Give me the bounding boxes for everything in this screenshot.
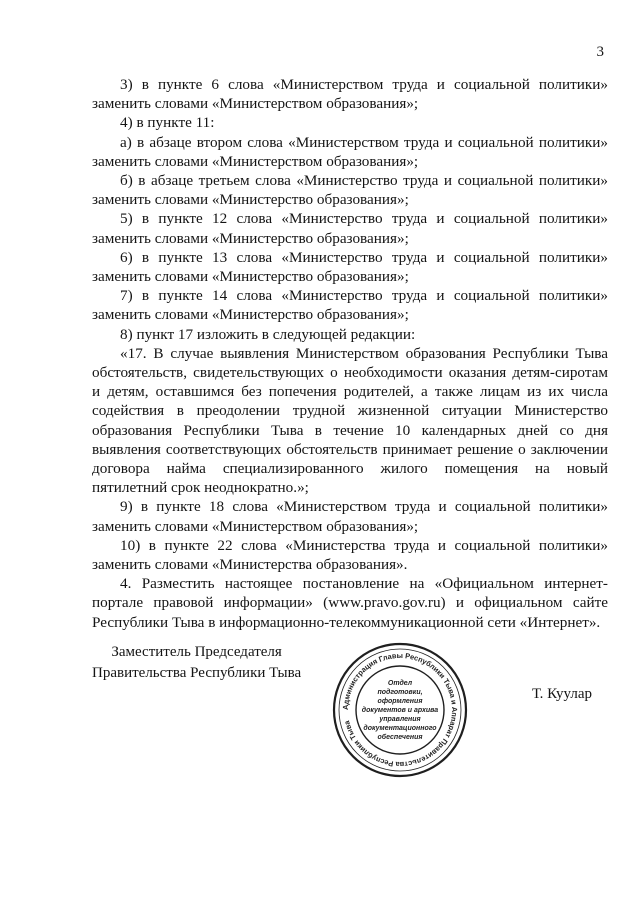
official-seal xyxy=(330,640,470,780)
paragraph: 7) в пункте 14 слова «Министерство труда и социальной политики» заменить словами «Министерство образования»; xyxy=(92,287,608,324)
seal-center-line: обеспечения xyxy=(377,734,423,741)
signatory-name: Т. Куулар xyxy=(532,686,593,702)
paragraph: а) в абзаце втором слова «Министерством труда и социальной политики» заменить словами «Министерством образования»; xyxy=(92,133,608,170)
paragraph: 10) в пункте 22 слова «Министерства труда и социальной политики» заменить словами «Министерства образования». xyxy=(92,536,608,574)
seal-center-line: оформления xyxy=(377,698,423,705)
paragraph: 8) пункт 17 изложить в следующей редакции: xyxy=(120,325,416,343)
paragraph: 4. Разместить настоящее постановление на «Официальном интернет-портале правовой информации» (www.pravo.gov.ru) и официальном сайте Республики Тыва в информационно-телекоммуникационной сети «Интернет». xyxy=(92,575,608,631)
paragraph: «17. В случае выявления Министерством образования Республики Тыва обстоятельств, свидетельствующих о необходимости оказания детям-сиротам и детям, оставшимся без попечения родителей, а также лицам из их числа содействия в преодолении трудной жизненной ситуации Министерство образования Республики Тыва в течение 10 календарных дней со дня выявления соответствующих обстоятельств принимает решение о заключении договора найма специализированного жилого помещения на новый пятилетний срок неоднократно.»; xyxy=(92,344,608,497)
seal-center-line: документов и архива xyxy=(361,707,439,714)
document-body xyxy=(92,75,608,632)
paragraph: 5) в пункте 12 слова «Министерство труда и социальной политики» заменить словами «Министерство образования»; xyxy=(92,210,608,247)
paragraph: 9) в пункте 18 слова «Министерством труда и социальной политики» заменить словами «Министерством образования»; xyxy=(92,498,608,535)
paragraph: 6) в пункте 13 слова «Министерство труда и социальной политики» заменить словами «Министерство образования»; xyxy=(92,248,608,286)
position-line: Правительства Республики Тыва xyxy=(92,665,302,681)
page-number: 3 xyxy=(596,44,604,60)
paragraph: 3) в пункте 6 слова «Министерством труда и социальной политики» заменить словами «Министерством образования»; xyxy=(92,76,608,113)
seal-ring-text-path: Администрация Главы Республики Тыва и Аппарат Правительства Республики Тыва xyxy=(340,650,460,770)
signature-block xyxy=(0,640,640,780)
seal-center-line: подготовки, xyxy=(377,689,423,696)
seal-center-line: Отдел xyxy=(387,680,413,687)
position-line: Заместитель Председателя xyxy=(111,644,282,660)
paragraph: б) в абзаце третьем слова «Министерство труда и социальной политики» заменить словами «Министерство образования»; xyxy=(92,172,608,209)
signatory-position xyxy=(92,642,301,684)
seal-center-text xyxy=(362,679,439,741)
paragraph: 4) в пункте 11: xyxy=(120,114,215,132)
seal-center-line: документационного xyxy=(363,725,437,732)
seal-center-line: управления xyxy=(379,716,421,723)
